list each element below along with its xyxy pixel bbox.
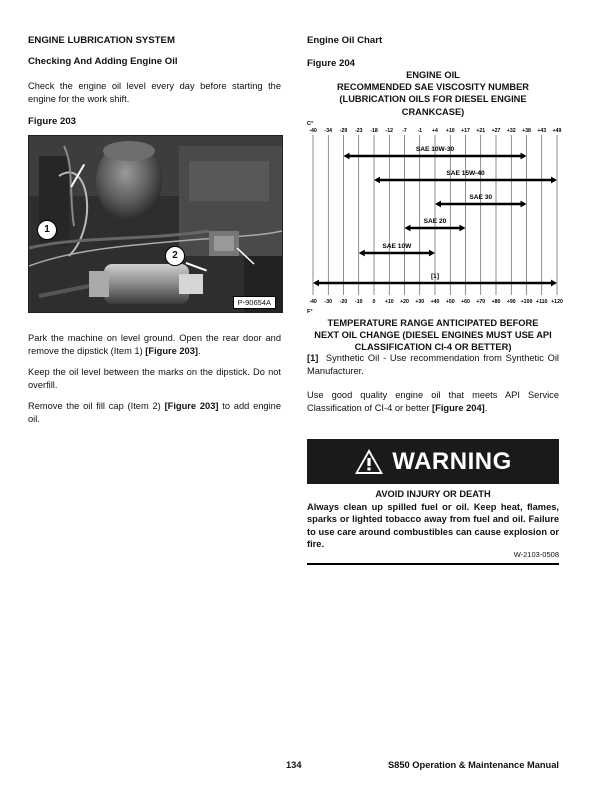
range-arrow-right xyxy=(551,177,557,184)
fahrenheit-tick-label: +120 xyxy=(551,299,563,305)
range-bar-label: SAE 10W xyxy=(382,243,412,250)
celsius-tick-label: +4 xyxy=(432,128,438,134)
fahrenheit-tick-label: -20 xyxy=(339,299,348,305)
range-bar-label: SAE 10W-30 xyxy=(415,146,455,153)
chart-footer xyxy=(307,317,559,354)
fahrenheit-tick-label: +90 xyxy=(506,299,516,305)
paragraph-park-machine-end: . xyxy=(198,345,201,356)
engine-photo-illustration xyxy=(29,136,282,312)
range-arrow-right xyxy=(460,225,466,232)
celsius-tick-label: +21 xyxy=(476,128,486,134)
figure-204-ref: [Figure 204] xyxy=(432,402,485,413)
fahrenheit-tick-label: +40 xyxy=(430,299,440,305)
chart-heading: Engine Oil Chart xyxy=(307,35,383,46)
chart-title-line-1: ENGINE OIL xyxy=(406,70,460,80)
celsius-tick-label: +43 xyxy=(537,128,547,134)
range-arrow-right xyxy=(551,280,557,287)
celsius-tick-label: +27 xyxy=(491,128,501,134)
range-bar-label: SAE 30 xyxy=(469,194,493,201)
api-paragraph xyxy=(307,389,559,414)
range-bar-label: SAE 15W-40 xyxy=(446,170,485,177)
celsius-tick-label: +32 xyxy=(506,128,516,134)
warning-title: AVOID INJURY OR DEATH xyxy=(375,489,491,499)
intro-paragraph: Check the engine oil level every day before starting the engine for the work shift. xyxy=(28,81,281,104)
callout-1: 1 xyxy=(37,220,57,240)
celsius-tick-label: -1 xyxy=(417,128,423,134)
celsius-tick-label: -7 xyxy=(402,128,407,134)
range-arrow-left xyxy=(344,153,350,160)
chart-title xyxy=(307,69,559,118)
paragraph-park-machine-text: Park the machine on level ground. Open the rear door and remove the dipstick (Item 1) xyxy=(28,333,281,356)
callout-2: 2 xyxy=(165,246,185,266)
paragraph-fill-cap-text: Remove the oil fill cap (Item 2) xyxy=(28,401,165,411)
fahrenheit-tick-label: +80 xyxy=(491,299,501,305)
subsection-heading: Checking And Adding Engine Oil xyxy=(28,56,178,67)
celsius-tick-label: -12 xyxy=(385,128,393,134)
celsius-tick-label: -23 xyxy=(355,128,363,134)
warning-banner xyxy=(307,439,559,484)
fahrenheit-tick-label: +10 xyxy=(384,299,394,305)
range-arrow-left xyxy=(435,201,441,208)
celsius-tick-label: -18 xyxy=(370,128,378,134)
range-arrow-left xyxy=(313,280,319,287)
chart-title-line-4: CRANKCASE) xyxy=(401,106,465,117)
figure-203-ref-2: [Figure 203] xyxy=(164,401,219,411)
warning-body: Always clean up spilled fuel or oil. Keep heat, flames, sparks or lighted tobacco away from fuel and oil. Failure to use care around combustibles can cause explosion or fire. xyxy=(307,502,559,550)
api-paragraph-text: Use good quality engine oil that meets API Service Classification of CI-4 or better xyxy=(307,390,559,413)
chart-footer-line-1: TEMPERATURE RANGE ANTICIPATED BEFORE xyxy=(327,318,539,328)
synthetic-oil-note xyxy=(307,352,559,377)
fahrenheit-tick-label: +30 xyxy=(415,299,425,305)
fahrenheit-tick-label: -40 xyxy=(309,299,317,305)
fahrenheit-tick-label: 0 xyxy=(372,299,376,305)
range-arrow-left xyxy=(374,177,380,184)
celsius-tick-label: +49 xyxy=(552,128,562,134)
fahrenheit-unit-label: F° xyxy=(307,309,313,314)
fahrenheit-tick-label: +50 xyxy=(445,299,455,305)
section-heading: ENGINE LUBRICATION SYSTEM xyxy=(28,35,175,46)
page-number: 134 xyxy=(286,760,302,770)
range-arrow-right xyxy=(429,250,435,257)
range-bar-label: [1] xyxy=(430,273,440,280)
paragraph-oil-level: Keep the oil level between the marks on the dipstick. Do not overfill. xyxy=(28,367,281,390)
fahrenheit-tick-label: -10 xyxy=(355,299,363,305)
oil-viscosity-chart xyxy=(305,118,563,314)
fahrenheit-tick-label: +20 xyxy=(400,299,409,305)
chart-title-line-3: (LUBRICATION OILS FOR DIESEL ENGINE xyxy=(339,94,527,105)
paragraph-fill-cap xyxy=(28,400,281,425)
range-bar-label: SAE 20 xyxy=(423,218,447,225)
warning-label: WARNING xyxy=(392,447,512,475)
celsius-tick-label: +17 xyxy=(461,128,470,134)
engine-photo xyxy=(28,135,283,313)
chart-title-line-2: RECOMMENDED SAE VISCOSITY NUMBER xyxy=(337,82,529,93)
photo-code: P-90654A xyxy=(233,296,276,309)
figure-203-ref-1: [Figure 203] xyxy=(145,345,198,356)
paragraph-park-machine xyxy=(28,332,281,357)
fahrenheit-tick-label: +110 xyxy=(536,299,548,305)
warning-code: W-2103-0508 xyxy=(513,550,559,559)
range-arrow-right xyxy=(521,201,527,208)
chart-footer-line-3: CLASSIFICATION CI-4 OR BETTER) xyxy=(354,342,512,353)
celsius-tick-label: +38 xyxy=(522,128,531,134)
celsius-unit-label: C° xyxy=(307,121,314,127)
fahrenheit-tick-label: -30 xyxy=(324,299,332,305)
figure-204-label: Figure 204 xyxy=(307,58,355,69)
range-arrow-right xyxy=(521,153,527,160)
paragraph-fill-cap-end: to add engine oil. xyxy=(28,401,282,424)
manual-title: S850 Operation & Maintenance Manual xyxy=(387,760,559,770)
chart-footer-line-2: NEXT OIL CHANGE (DIESEL ENGINES MUST USE API xyxy=(314,330,552,341)
celsius-tick-label: +10 xyxy=(445,128,455,134)
range-arrow-left xyxy=(359,250,365,257)
synthetic-oil-ref: [1] xyxy=(307,353,319,363)
celsius-tick-label: -40 xyxy=(309,128,317,134)
celsius-tick-label: -34 xyxy=(324,128,332,134)
fahrenheit-tick-label: +100 xyxy=(520,299,533,305)
warning-triangle-icon xyxy=(354,448,384,475)
fahrenheit-tick-label: +70 xyxy=(476,299,486,305)
fahrenheit-tick-label: +60 xyxy=(461,299,470,305)
synthetic-oil-text: Synthetic Oil - Use recommendation from Synthetic Oil Manufacturer. xyxy=(307,353,559,376)
range-arrow-left xyxy=(405,225,411,232)
celsius-tick-label: -29 xyxy=(339,128,348,134)
api-paragraph-end: . xyxy=(484,402,488,413)
warning-bottom-rule xyxy=(307,563,559,565)
figure-203-label: Figure 203 xyxy=(28,116,76,127)
